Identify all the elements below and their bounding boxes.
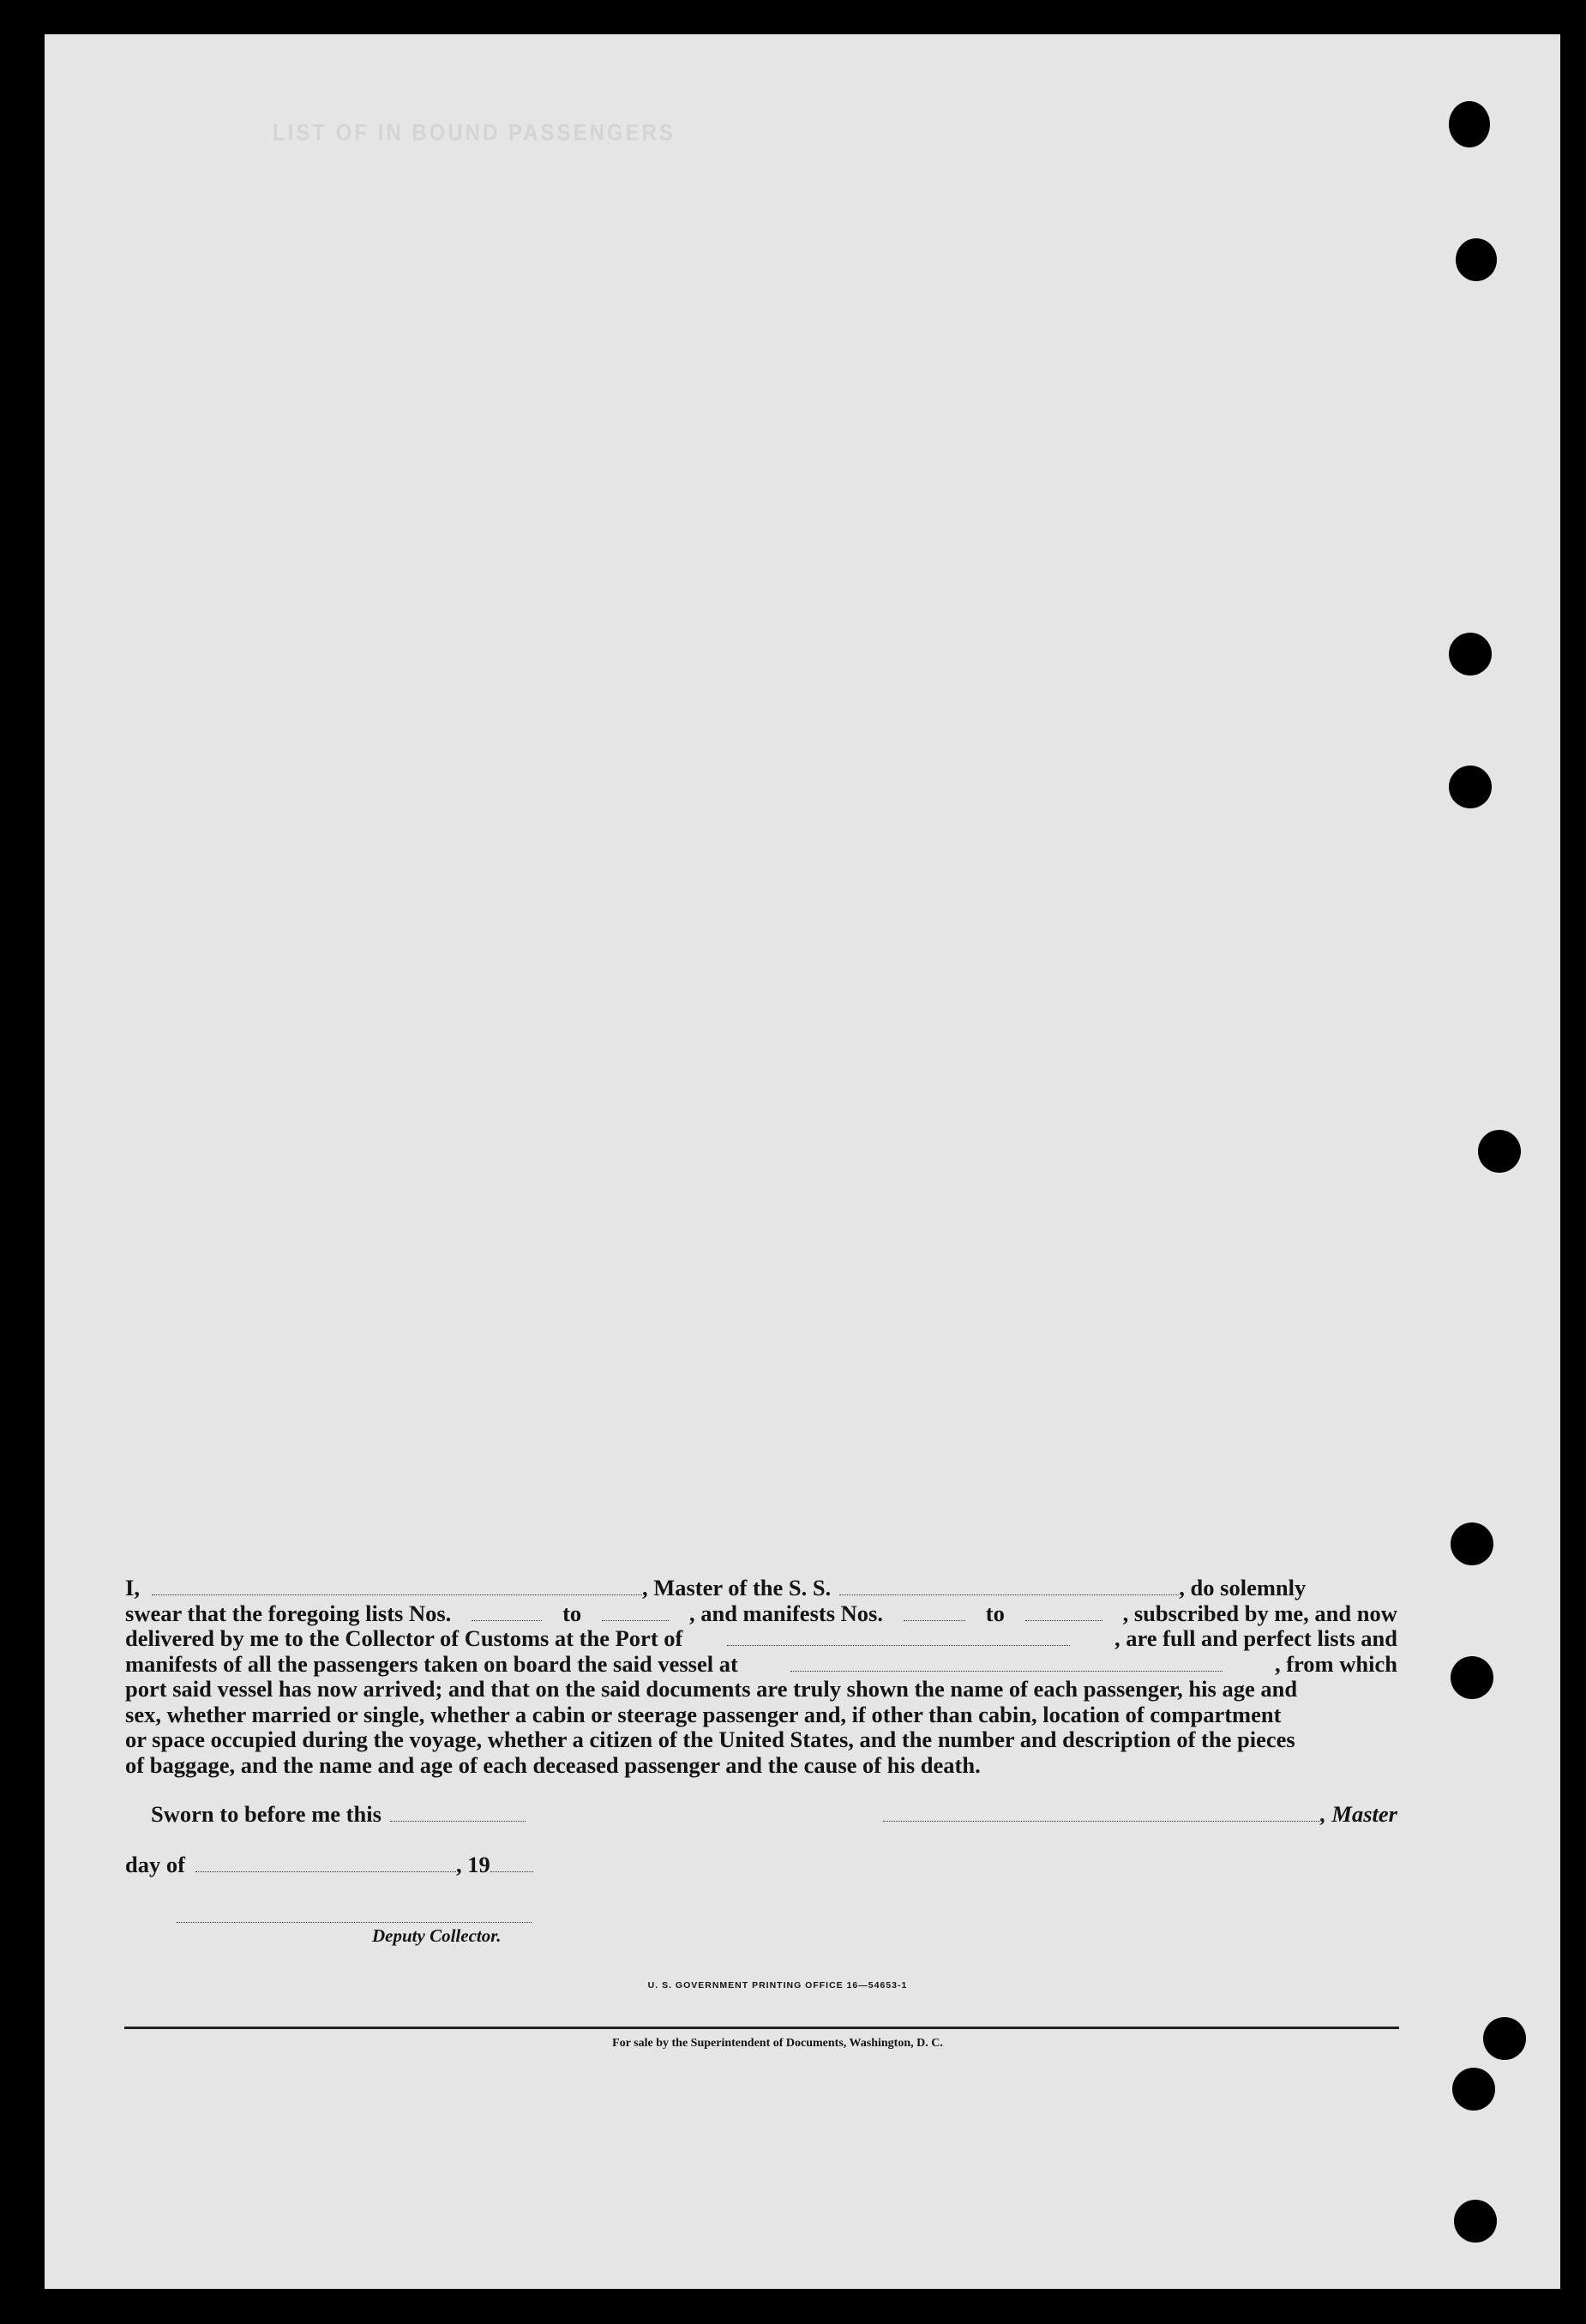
oath-text: or space occupied during the voyage, whether a citizen of the United States, and the number and description of the pieces — [125, 1726, 1295, 1752]
list-to-blank — [602, 1605, 669, 1621]
oath-text: , are full and perfect lists and — [1114, 1625, 1397, 1651]
printing-office-imprint: U. S. GOVERNMENT PRINTING OFFICE 16—54653-1 — [647, 1980, 908, 1991]
deputy-collector-line — [177, 1922, 532, 1923]
oath-text: swear that the foregoing lists Nos. — [125, 1600, 452, 1626]
punch-hole — [1452, 2068, 1495, 2111]
oath-text: , from which — [1274, 1650, 1397, 1677]
master-name-blank — [152, 1579, 642, 1595]
port-of-arrival-blank — [727, 1630, 1070, 1646]
oath-line — [125, 1601, 1397, 1627]
sworn-row — [125, 1801, 1397, 1828]
punch-hole — [1449, 766, 1492, 808]
oath-line — [125, 1626, 1397, 1652]
punch-hole — [1456, 238, 1497, 281]
punch-hole — [1449, 633, 1492, 676]
oath-text: I, — [125, 1575, 140, 1600]
punch-hole — [1449, 101, 1490, 147]
for-sale-notice: For sale by the Superintendent of Documents, Washington, D. C. — [612, 2037, 943, 2050]
ship-name-blank — [839, 1579, 1179, 1595]
day-of-label: day of — [125, 1852, 185, 1877]
oath-text: , do solemnly — [1179, 1575, 1307, 1600]
bottom-rule — [124, 2027, 1399, 2029]
punch-hole — [1454, 2200, 1497, 2243]
year-label: , 19 — [455, 1852, 490, 1877]
list-from-blank — [472, 1605, 542, 1621]
oath-text: port said vessel has now arrived; and that on the said documents are truly shown the name of each passenger, his age and — [125, 1676, 1298, 1702]
oath-line — [125, 1702, 1397, 1728]
punch-hole — [1451, 1656, 1493, 1699]
master-oath — [125, 1576, 1397, 1778]
oath-text: of baggage, and the name and age of each deceased passenger and the cause of his death. — [125, 1751, 981, 1778]
sworn-label: Sworn to before me this — [151, 1801, 381, 1827]
oath-line — [125, 1753, 1397, 1779]
oath-line — [125, 1677, 1397, 1702]
oath-line — [125, 1727, 1397, 1753]
document-sheet — [45, 34, 1560, 2289]
oath-text: , and manifests Nos. — [688, 1600, 883, 1626]
port-of-departure-blank — [790, 1655, 1223, 1672]
date-row — [125, 1852, 1397, 1878]
oath-line — [125, 1652, 1397, 1678]
oath-text: manifests of all the passengers taken on board the said vessel at — [125, 1650, 738, 1677]
oath-text: , subscribed by me, and now — [1122, 1600, 1397, 1626]
oath-line — [125, 1576, 1397, 1601]
deputy-collector-label: Deputy Collector. — [372, 1925, 502, 1946]
year-blank — [490, 1856, 533, 1872]
punch-hole — [1451, 1522, 1493, 1565]
oath-text: to — [562, 1600, 582, 1626]
punch-hole — [1478, 1130, 1521, 1173]
oath-text: to — [985, 1600, 1005, 1626]
manifest-to-blank — [1025, 1605, 1102, 1621]
oath-text: sex, whether married or single, whether a cabin or steerage passenger and, if other than cabin, location of compartment — [125, 1701, 1282, 1727]
oath-text: delivered by me to the Collector of Customs at the Port of — [125, 1625, 683, 1651]
sworn-day-blank — [390, 1805, 526, 1822]
master-label: , Master — [1320, 1801, 1397, 1827]
manifest-from-blank — [904, 1605, 965, 1621]
bleed-through-title: LIST OF IN BOUND PASSENGERS — [273, 120, 676, 147]
master-signature-blank — [883, 1805, 1320, 1822]
month-blank — [195, 1856, 456, 1872]
oath-text: , Master of the S. S. — [641, 1575, 832, 1600]
